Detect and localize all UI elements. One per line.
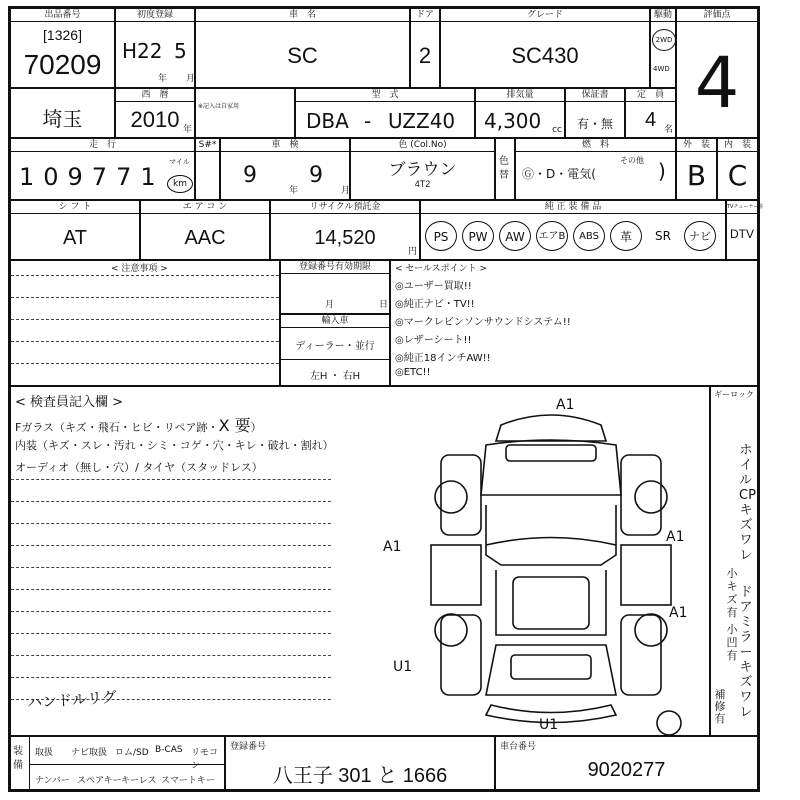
displacement-unit: cc <box>552 125 562 135</box>
equipment-ps: PS <box>425 221 457 251</box>
damage-mark-front: A1 <box>556 397 575 413</box>
inspection-box <box>220 138 350 200</box>
s-label: S#* <box>196 139 219 152</box>
inspector-line-3: オーディオ（無し・穴）/ タイヤ（スタッドレス） <box>15 461 263 474</box>
grade-box <box>440 8 650 88</box>
mileage: 109771 <box>19 163 165 191</box>
lot-number: 70209 <box>23 49 102 80</box>
footer-item-5: リモコン <box>191 748 219 771</box>
tv-tuner-box <box>726 200 764 260</box>
score-box <box>676 8 758 138</box>
model-label: 型 式 <box>296 89 474 102</box>
doors-box <box>410 8 440 88</box>
displacement: 4,300 <box>484 109 542 133</box>
equipment-box <box>420 200 726 260</box>
sales-point-2: ◎純正ナビ・TV!! <box>395 299 475 310</box>
fglass-mark: X 要 <box>218 416 251 435</box>
footer-equip-label: 装備 <box>13 746 23 771</box>
s-box <box>195 138 220 200</box>
equipment-pw: PW <box>462 221 494 251</box>
capacity-box <box>625 88 676 138</box>
footer-item-8: キーレス <box>121 776 157 786</box>
region-box <box>10 88 115 138</box>
displacement-box <box>475 88 565 138</box>
sales-label: < セールスポイント > <box>395 264 487 274</box>
car-name-box <box>195 8 410 88</box>
ac-label: エ ア コ ン <box>141 201 269 214</box>
color-no: 4T2 <box>414 179 431 189</box>
exterior-box <box>676 138 717 200</box>
recycle-label: リサイクル預託金 <box>271 201 419 214</box>
year-label: 西 暦 <box>116 89 194 102</box>
drive-label: 駆動 <box>651 9 675 22</box>
damage-mark-rear: U1 <box>539 717 559 733</box>
exterior-label: 外 装 <box>677 139 716 152</box>
side-note-col2: 小キズ有 <box>726 567 738 619</box>
sales-point-3: ◎マークレビンソンサウンドシステム!! <box>395 317 571 328</box>
equipment-navi: ナビ <box>684 221 716 251</box>
sales-point-1: ◎ユーザー買取!! <box>395 281 472 292</box>
drive-box <box>650 8 676 88</box>
footer-chassis-box <box>495 736 758 790</box>
auction-sheet <box>8 6 766 792</box>
first-reg-month-unit: 月 <box>186 74 196 84</box>
grade-label: グレード <box>441 9 649 22</box>
model-dash: - <box>364 109 372 133</box>
sales-box <box>390 260 758 386</box>
color-label: 色 (Col.No) <box>351 139 494 152</box>
color-change: 色替 <box>499 156 509 181</box>
dealer-parallel: ディーラー・並行 <box>295 341 375 352</box>
shift-label: シ フ ト <box>11 201 139 214</box>
inspection-year: 9 <box>243 163 257 188</box>
shift-box <box>10 200 140 260</box>
inspector-line-1 <box>15 413 262 436</box>
equipment-label: 純 正 装 備 品 <box>421 201 725 214</box>
damage-mark-left-rear: U1 <box>393 659 413 675</box>
inspection-month: 9 <box>309 163 323 188</box>
inspector-line-2: 内装（キズ・スレ・汚れ・シミ・コゲ・穴・キレ・破れ・割れ） <box>15 439 334 452</box>
first-reg-year: H22 <box>122 39 163 63</box>
car-name: SC <box>287 43 318 68</box>
footer-reg-label: 登録番号 <box>230 742 267 752</box>
grade: SC430 <box>511 43 579 68</box>
inspector-box <box>10 386 710 736</box>
damage-mark-right: A1 <box>666 529 685 545</box>
side-note-col5: 補修有 <box>714 688 726 725</box>
year: 2010 <box>130 107 180 132</box>
color-change-box <box>495 138 515 200</box>
inspection-month-unit: 月 <box>341 186 351 196</box>
inspection-year-unit: 年 <box>289 186 299 196</box>
drive-4wd: 4WD <box>653 65 670 73</box>
footer-item-3: ロム/SD <box>115 748 149 758</box>
footer-chassis: 9020277 <box>587 759 666 781</box>
interior-label: 内 装 <box>718 139 757 152</box>
import-box <box>280 314 390 386</box>
sales-point-6: ◎ETC!! <box>395 367 431 378</box>
fuel-label: 燃 料 <box>516 139 675 152</box>
recycle-box <box>270 200 420 260</box>
capacity: 4 <box>644 109 657 131</box>
fuel-close: ) <box>658 159 666 183</box>
shift: AT <box>62 227 88 249</box>
score-label: 評価点 <box>677 9 757 22</box>
first-reg-month: 5 <box>174 39 187 63</box>
interior-box <box>717 138 758 200</box>
interior: C <box>727 159 748 192</box>
sales-point-5: ◎純正18インチAW!! <box>395 353 491 364</box>
capacity-unit: 名 <box>663 125 673 135</box>
region: 埼玉 <box>42 109 83 131</box>
drive-2wd: 2WD <box>652 29 676 51</box>
inspector-title: < 検査員記入欄 > <box>15 395 124 410</box>
model-prefix: DBA <box>306 109 349 133</box>
mileage-label: 走 行 <box>11 139 194 152</box>
doors-label: ドア <box>411 9 439 22</box>
color: ブラウン <box>388 160 457 179</box>
fuel-box <box>515 138 676 200</box>
inspection-label: 車 検 <box>221 139 349 152</box>
handwritten-note: ハンドルリグ <box>26 687 118 713</box>
score: 4 <box>694 42 740 124</box>
side-note-box <box>710 386 766 736</box>
footer-item-7: スペアキー <box>77 776 122 786</box>
damage-mark-right-rear: A1 <box>669 605 688 621</box>
side-note-col3: 小凹有 <box>726 623 738 662</box>
lot-box <box>10 8 115 88</box>
tv-tuner: DTV <box>730 227 754 241</box>
footer-reg-number: 八王子 301 と 1666 <box>272 765 448 787</box>
sales-point-4: ◎レザーシート!! <box>395 335 472 346</box>
side-note-col4: ドアミラーキズワレ <box>739 585 753 720</box>
equipment-leather: 革 <box>610 221 642 251</box>
lot-label: 出品番号 <box>11 9 114 22</box>
tv-tuner-label: TVチューナー等 <box>727 201 757 214</box>
steering: 左H ・ 右H <box>310 371 360 382</box>
km-unit: km <box>167 175 193 193</box>
side-note-col1: ホイル・CPキズワレ <box>739 443 766 563</box>
footer-equip-box <box>10 736 225 790</box>
damage-mark-left: A1 <box>383 539 402 555</box>
model-box <box>295 88 475 138</box>
fuel-other: その他 <box>620 156 644 165</box>
lot-sub: [1326] <box>43 27 82 43</box>
year-unit: 年 <box>182 125 192 135</box>
fglass-text: Fガラス（キズ・飛石・ヒビ・リペア跡・ <box>15 421 219 434</box>
year-box <box>115 88 195 138</box>
year-note: ※記入は自家用 <box>198 103 240 110</box>
reg-deadline-box <box>280 260 390 314</box>
ac: AAC <box>184 227 226 249</box>
recycle-unit: 円 <box>407 247 417 257</box>
equipment-sr: SR <box>655 229 671 243</box>
footer-item-1: 取扱 <box>35 748 54 758</box>
footer-item-9: スマートキー <box>161 776 215 786</box>
equipment-abs: ABS <box>573 221 605 251</box>
mile-unit: マイル <box>169 158 190 166</box>
fuel: Ⓖ・D・電気( <box>522 167 596 181</box>
year-note-box <box>195 88 295 138</box>
reg-month: 月 <box>325 300 335 310</box>
first-reg-label: 初度登録 <box>116 9 194 22</box>
caution-label: < 注意事項 > <box>111 264 168 274</box>
caution-box <box>10 260 280 386</box>
footer-item-6: ナンバー <box>35 776 70 786</box>
color-box <box>350 138 495 200</box>
mileage-box <box>10 138 195 200</box>
equipment-aw: AW <box>499 221 531 251</box>
car-diagram <box>401 405 701 735</box>
model-code: UZZ40 <box>388 109 456 133</box>
capacity-label: 定 員 <box>626 89 675 102</box>
warranty: 有・無 <box>576 117 613 131</box>
reg-day: 日 <box>379 300 389 310</box>
footer-item-4: B-CAS <box>155 745 183 755</box>
car-name-label: 車 名 <box>196 9 409 22</box>
reg-deadline-label: 登録番号有効期限 <box>281 261 389 274</box>
import-label: 輸入車 <box>281 315 389 328</box>
warranty-label: 保証書 <box>566 89 624 102</box>
footer-chassis-label: 車台番号 <box>500 742 537 752</box>
recycle: 14,520 <box>314 227 376 249</box>
exterior: B <box>686 159 707 192</box>
warranty-box <box>565 88 625 138</box>
doors: 2 <box>418 43 432 68</box>
footer-item-2: ナビ取扱 <box>71 748 108 758</box>
footer-reg-box <box>225 736 495 790</box>
first-reg-year-unit: 年 <box>158 74 168 84</box>
displacement-label: 排気量 <box>476 89 564 102</box>
fglass-close: ） <box>250 421 262 434</box>
equipment-airbag: エアB <box>536 221 568 251</box>
ac-box <box>140 200 270 260</box>
first-registration-box <box>115 8 195 88</box>
key-lock-label: ギーロック <box>714 390 754 399</box>
